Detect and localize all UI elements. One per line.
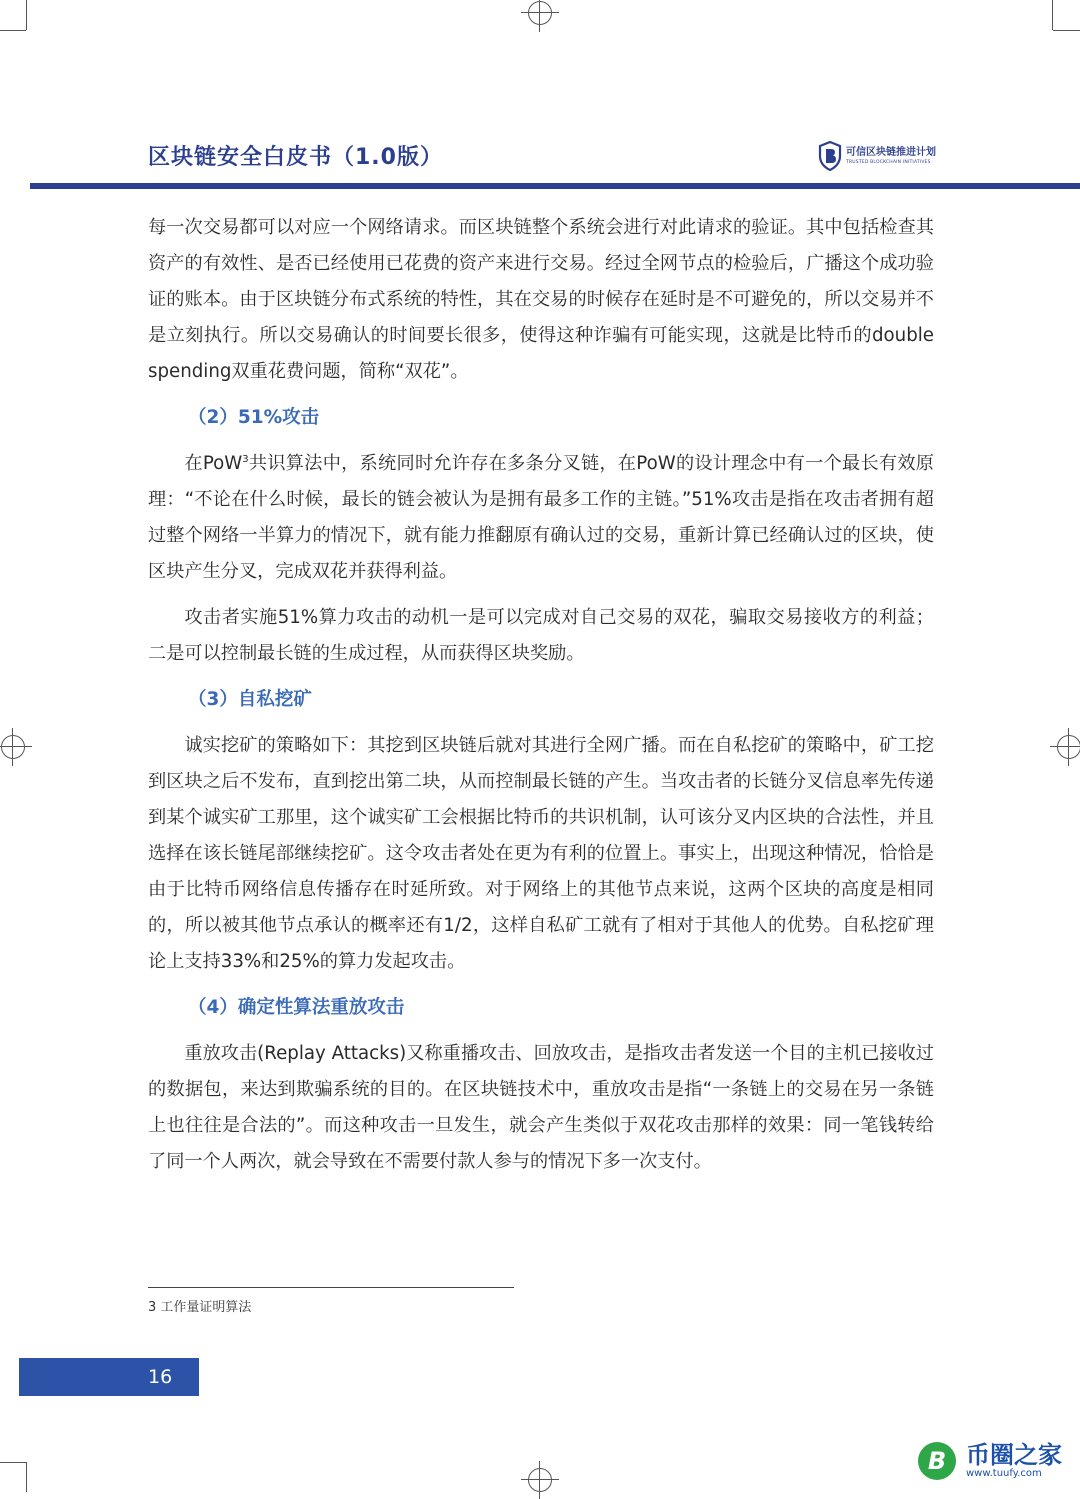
crop-mark (1052, 0, 1053, 30)
registration-mark-icon (1, 735, 25, 759)
paragraph: 攻击者实施51%算力攻击的动机一是可以完成对自己交易的双花，骗取交易接收方的利益；二是可以控制最长链的生成过程，从而获得区块奖励。 (148, 607, 934, 664)
paragraph: 诚实挖矿的策略如下：其挖到区块链后就对其进行全网广播。而在自私挖矿的策略中，矿工挖到区块之后不发布，直到挖出第二块，从而控制最长链的产生。当攻击者的长链分叉信息率先传递到某个诚实矿工那里，这个诚实矿工会根据比特币的共识机制，认可该分叉内区块的合法性，并且选择在该长链尾部继续挖矿。这令攻击者处在更为有利的位置上。事实上，出现这种情况，恰恰是由于比特币网络信息传播存在时延所致。对于网络上的其他节点来说，这两个区块的高度是相同的，所以被其他节点承认的概率还有1/2，这样自私矿工就有了相对于其他人的优势。自私挖矿理论上支持33%和25%的算力发起攻击。 (148, 735, 934, 972)
watermark-url: www.tuufy.com (966, 1468, 1042, 1479)
crop-mark (26, 0, 27, 30)
footnote-divider (148, 1287, 514, 1288)
section-heading: （2）51%攻击 (188, 407, 320, 428)
article-body (148, 210, 953, 1190)
registration-mark-icon (528, 1468, 552, 1492)
page-title: 区块链安全白皮书（1.0版） (148, 145, 443, 170)
registration-mark-icon (1057, 735, 1080, 759)
page-number: 16 (148, 1366, 173, 1388)
section-heading: （3）自私挖矿 (188, 689, 312, 710)
paragraph (148, 446, 934, 590)
paragraph-text: 共识算法中，系统同时允许存在多条分叉链，在PoW的设计理念中有一个最长有效原理：“不论在什么时候，最长的链会被认为是拥有最多工作的主链。”51%攻击是指在攻击者拥有超过整个网络一半算力的情况下，就有能力推翻原有确认过的交易，重新计算已经确认过的区块，使区块产生分叉，完成双花并获得利益。 (148, 453, 934, 582)
footnote: 3 工作量证明算法 (148, 1300, 252, 1315)
crop-mark (0, 30, 26, 31)
logo-chinese-name: 可信区块链推进计划 (846, 146, 936, 158)
shield-b-icon (818, 141, 842, 171)
footnote-ref[interactable]: 3 (242, 453, 249, 465)
watermark-logo-icon: B (918, 1442, 956, 1480)
paragraph-text: 在PoW (184, 453, 243, 474)
logo-english-name: TRUSTED BLOCKCHAIN INITIATIVES (846, 159, 931, 165)
crop-mark (0, 1462, 26, 1463)
header-divider (30, 183, 1080, 189)
crop-mark (1053, 30, 1080, 31)
registration-mark-icon (528, 1, 552, 25)
site-watermark (918, 1442, 1062, 1480)
trusted-blockchain-logo (818, 141, 936, 171)
paragraph: 重放攻击(Replay Attacks)又称重播攻击、回放攻击，是指攻击者发送一个目的主机已接收过的数据包，来达到欺骗系统的目的。在区块链技术中，重放攻击是指“一条链上的交易在另一条链上也往往是合法的”。而这种攻击一旦发生，就会产生类似于双花攻击那样的效果：同一笔钱转给了同一个人两次，就会导致在不需要付款人参与的情况下多一次支付。 (148, 1043, 934, 1172)
watermark-name: 币圈之家 (966, 1441, 1062, 1469)
crop-mark (26, 1462, 27, 1492)
section-heading: （4）确定性算法重放攻击 (188, 997, 405, 1018)
paragraph: 每一次交易都可以对应一个网络请求。而区块链整个系统会进行对此请求的验证。其中包括检查其资产的有效性、是否已经使用已花费的资产来进行交易。经过全网节点的检验后，广播这个成功验证的账本。由于区块链分布式系统的特性，其在交易的时候存在延时是不可避免的，所以交易并不是立刻执行。所以交易确认的时间要长很多，使得这种诈骗有可能实现，这就是比特币的double spending双重花费问题，简称“双花”。 (148, 217, 953, 382)
